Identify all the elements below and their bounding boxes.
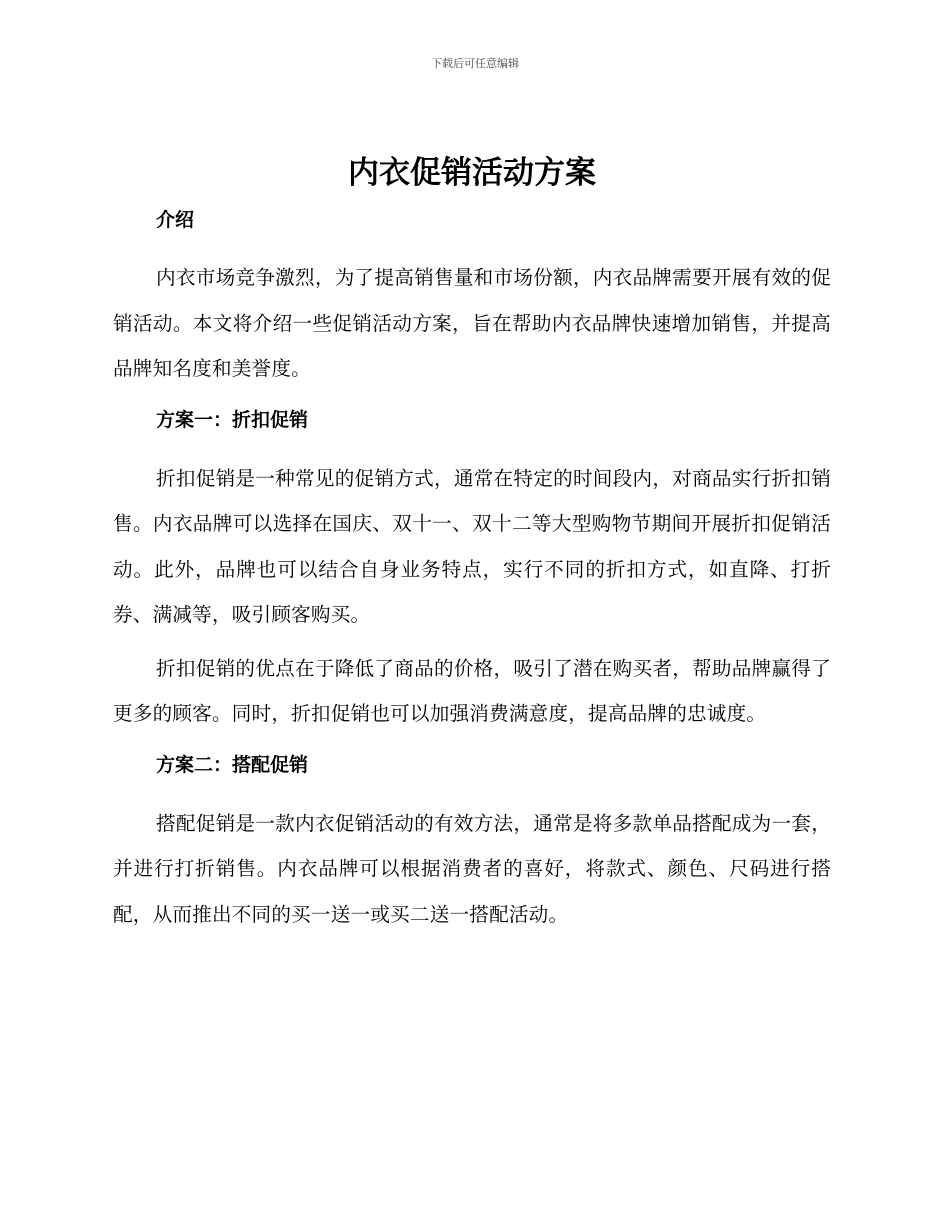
document-title: 内衣促销活动方案 (348, 155, 596, 191)
document-body (113, 148, 831, 945)
paragraph-bundle-1: 搭配促销是一款内衣促销活动的有效方法，通常是将多款单品搭配成为一套，并进行打折销售。内衣品牌可以根据消费者的喜好，将款式、颜色、尺码进行搭配，从而推出不同的买一送一或买二送一搭配活动。 (113, 811, 831, 926)
paragraph-intro: 内衣市场竞争激烈，为了提高销售量和市场份额，内衣品牌需要开展有效的促销活动。本文将介绍一些促销活动方案，旨在帮助内衣品牌快速增加销售，并提高品牌知名度和美誉度。 (113, 266, 831, 380)
section-heading-discount: 方案一：折扣促销 (156, 408, 309, 431)
paragraph-discount-2: 折扣促销的优点在于降低了商品的价格，吸引了潜在购买者，帮助品牌赢得了更多的顾客。同时，折扣促销也可以加强消费满意度，提高品牌的忠诚度。 (113, 656, 831, 725)
section-heading-bundle: 方案二：搭配促销 (156, 753, 309, 776)
header-note: 下载后可任意编辑 (431, 57, 519, 70)
section-heading-intro: 介绍 (156, 209, 195, 231)
paragraph-discount-1: 折扣促销是一种常见的促销方式，通常在特定的时间段内，对商品实行折扣销售。内衣品牌可以选择在国庆、双十一、双十二等大型购物节期间开展折扣促销活动。此外，品牌也可以结合自身业务特点，实行不同的折扣方式，如直降、打折券、满减等，吸引顾客购买。 (113, 466, 831, 626)
